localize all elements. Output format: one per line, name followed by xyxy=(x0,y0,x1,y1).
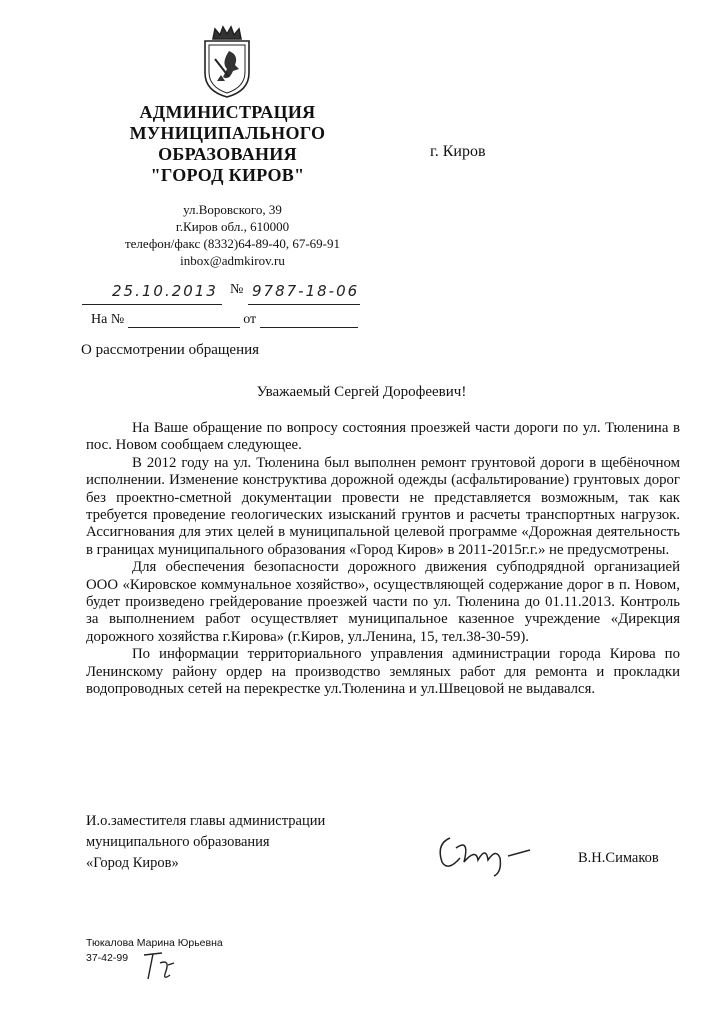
registration-number: 9787-18-06 xyxy=(252,282,360,300)
letter-subject: О рассмотрении обращения xyxy=(81,342,260,358)
reference-date-blank xyxy=(260,313,358,328)
position-line: И.о.заместителя главы администрации xyxy=(86,813,326,829)
org-line: АДМИНИСТРАЦИЯ xyxy=(139,102,316,122)
letter-body xyxy=(86,420,680,699)
reference-number-blank xyxy=(128,313,240,328)
registration-date-field xyxy=(82,282,222,305)
reference-prefix: На № xyxy=(91,312,125,327)
registration-number-label: № xyxy=(230,282,244,297)
executor-name: Тюкалова Марина Юрьевна xyxy=(86,937,223,949)
handwritten-initials xyxy=(140,945,180,985)
body-paragraph: Для обеспечения безопасности дорожного движения субподрядной организацией ООО «Кировское коммунальное хозяйство», осуществляющей содержание дорог в п. Новом, будет произведено грейдерование проезжей части по ул. Тюленина до 01.11.2013. Контроль за выполнением работ осуществляет муниципальное казенное учреждение «Дирекция дорожного хозяйства г.Кирова» (г.Киров, ул.Ленина, 15, тел.38-30-59). xyxy=(86,559,680,645)
address-line: г.Киров обл., 610000 xyxy=(175,219,290,234)
body-paragraph: На Ваше обращение по вопросу состояния проезжей части дороги по ул. Тюленина в пос. Новом сообщаем следующее. xyxy=(86,420,680,454)
position-line: «Город Киров» xyxy=(86,855,179,871)
city-label: г. Киров xyxy=(430,143,486,160)
registration-date: 25.10.2013 xyxy=(112,282,218,300)
reference-line xyxy=(91,312,358,328)
org-line: ОБРАЗОВАНИЯ xyxy=(158,144,297,164)
organization-name xyxy=(100,102,355,186)
address-line: ул.Воровского, 39 xyxy=(183,202,282,217)
address-line: телефон/факс (8332)64-89-40, 67-69-91 xyxy=(124,236,341,251)
body-paragraph: В 2012 году на ул. Тюленина был выполнен ремонт грунтовой дороги в щебёночном исполнении. Изменение конструктива дорожной одежды (асфальтирование) грунтовых дорог без проектно-сметной документации провести не представляется возможным, так как требуется проведение геологических изысканий грунтов и расчеты транспортных нагрузок. Ассигнования для этих целей в муниципальной целевой программе «Дорожная деятельность в границах муниципального образования «Город Киров» в 2011-2015г.г.» не предусмотрены. xyxy=(86,454,680,558)
executor-phone: 37-42-99 xyxy=(86,952,129,964)
body-paragraph: По информации территориального управления администрации города Кирова по Ленинскому району ордер на производство земляных работ для ремонта и прокладки водопроводных сетей на перекрестке ул.Тюленина и ул.Швецовой не выдавался. xyxy=(86,646,680,698)
registration-number-field xyxy=(248,282,360,305)
handwritten-signature xyxy=(430,818,550,878)
org-line: "ГОРОД КИРОВ" xyxy=(150,165,305,185)
signatory-name: В.Н.Симаков xyxy=(578,850,659,866)
signatory-position xyxy=(86,811,325,874)
address-block xyxy=(110,201,355,269)
org-line: МУНИЦИПАЛЬНОГО xyxy=(129,123,326,143)
letter-greeting: Уважаемый Сергей Дорофеевич! xyxy=(256,384,467,400)
reference-from-label: от xyxy=(243,312,257,327)
position-line: муниципального образования xyxy=(86,834,270,850)
coat-of-arms-emblem xyxy=(199,25,255,99)
address-line: inbox@admkirov.ru xyxy=(180,253,285,268)
